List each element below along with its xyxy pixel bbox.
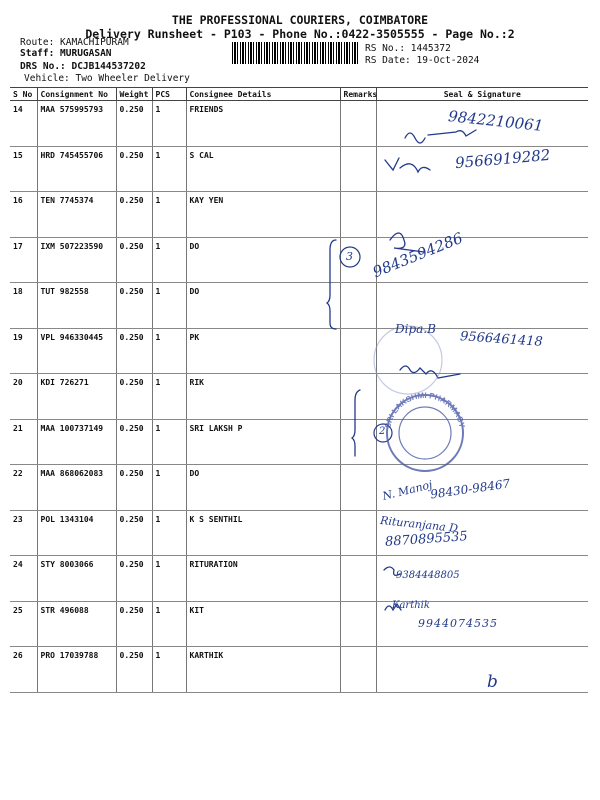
weight: 0.250 — [116, 146, 152, 192]
signature-scribble — [405, 130, 476, 143]
consignment-no: MAA 100737149 — [37, 419, 116, 465]
route-label: Route: KAMACHIPURAM — [20, 37, 129, 48]
consignment-no: STY 8003066 — [37, 556, 116, 602]
sno: 21 — [10, 419, 37, 465]
weight: 0.250 — [116, 601, 152, 647]
handwritten-phone: 9384448805 — [396, 570, 460, 581]
page-subtitle: Delivery Runsheet - P103 - Phone No.:0422-3505555 - Page No.:2 — [85, 27, 515, 41]
pcs: 1 — [152, 601, 186, 647]
handwritten-name: Dipa.B — [395, 322, 436, 336]
pcs: 1 — [152, 283, 186, 329]
consignee: FRIENDS — [186, 101, 340, 147]
pcs: 1 — [152, 237, 186, 283]
handwritten-name: N. Manoj — [381, 478, 434, 503]
drs-number: DRS No.: DCJB144537202 — [20, 61, 146, 72]
sno: 18 — [10, 283, 37, 329]
sno: 22 — [10, 465, 37, 511]
rs-date: RS Date: 19-Oct-2024 — [365, 55, 480, 66]
svg-text:SRI LAKSHMI PHARMACY — [383, 391, 466, 429]
sno: 26 — [10, 647, 37, 693]
consignment-no: VPL 946330445 — [37, 328, 116, 374]
pcs: 1 — [152, 146, 186, 192]
handwritten-phone: 9842210061 — [447, 107, 545, 135]
weight: 0.250 — [116, 419, 152, 465]
bracket-mark — [352, 390, 360, 456]
rs-number: RS No.: 1445372 — [365, 43, 451, 54]
weight: 0.250 — [116, 328, 152, 374]
sno: 20 — [10, 374, 37, 420]
handwritten-phone: 9566461418 — [459, 329, 544, 350]
handwritten-name: Karthik — [392, 600, 430, 611]
col-sno: S No — [10, 88, 37, 101]
consignee: DO — [186, 465, 340, 511]
consignee: KARTHIK — [186, 647, 340, 693]
pcs: 1 — [152, 510, 186, 556]
weight: 0.250 — [116, 647, 152, 693]
pcs: 1 — [152, 374, 186, 420]
handwritten-phone: 9944074535 — [418, 617, 498, 630]
consignee: DO — [186, 283, 340, 329]
consignee: PK — [186, 328, 340, 374]
handwritten-name: Rituranjana D — [379, 513, 459, 536]
consignment-no: STR 496088 — [37, 601, 116, 647]
consignee: KIT — [186, 601, 340, 647]
sno: 15 — [10, 146, 37, 192]
handwritten-phone: 98430-98467 — [429, 476, 511, 502]
pcs: 1 — [152, 101, 186, 147]
consignment-no: PRO 17039788 — [37, 647, 116, 693]
sno: 16 — [10, 192, 37, 238]
col-remarks: Remarks — [340, 88, 376, 101]
pcs: 1 — [152, 192, 186, 238]
faint-stamp — [374, 326, 442, 394]
consignee: K S SENTHIL — [186, 510, 340, 556]
weight: 0.250 — [116, 510, 152, 556]
weight: 0.250 — [116, 374, 152, 420]
sno: 19 — [10, 328, 37, 374]
weight: 0.250 — [116, 465, 152, 511]
pcs: 1 — [152, 328, 186, 374]
page-mark: b — [487, 672, 498, 692]
consignee: DO — [186, 237, 340, 283]
weight: 0.250 — [116, 283, 152, 329]
col-signature: Seal & Signature — [376, 88, 588, 101]
weight: 0.250 — [116, 101, 152, 147]
col-consignee: Consignee Details — [186, 88, 340, 101]
pcs: 1 — [152, 556, 186, 602]
sno: 14 — [10, 101, 37, 147]
vehicle-label: Vehicle: Two Wheeler Delivery — [24, 73, 190, 84]
consignee: RITURATION — [186, 556, 340, 602]
pharmacy-stamp — [383, 391, 466, 471]
consignment-no: POL 1343104 — [37, 510, 116, 556]
weight: 0.250 — [116, 556, 152, 602]
col-weight: Weight — [116, 88, 152, 101]
sno: 24 — [10, 556, 37, 602]
col-consignment: Consignment No — [37, 88, 116, 101]
consignee: KAY YEN — [186, 192, 340, 238]
pcs: 1 — [152, 419, 186, 465]
handwritten-phone: 9566919282 — [454, 145, 552, 173]
consignment-no: KDI 726271 — [37, 374, 116, 420]
signature-scribble — [385, 158, 430, 172]
consignment-no: HRD 745455706 — [37, 146, 116, 192]
weight: 0.250 — [116, 192, 152, 238]
sno: 23 — [10, 510, 37, 556]
stamp-text: SRI LAKSHMI PHARMACY — [383, 390, 467, 430]
sno: 25 — [10, 601, 37, 647]
circle-number: 2 — [379, 426, 386, 437]
consignment-no: TUT 982558 — [37, 283, 116, 329]
consignee: S CAL — [186, 146, 340, 192]
staff-label: Staff: MURUGASAN — [20, 48, 112, 59]
weight: 0.250 — [116, 237, 152, 283]
consignment-no: TEN 7745374 — [37, 192, 116, 238]
consignee: SRI LAKSH P — [186, 419, 340, 465]
signature-scribble — [400, 366, 460, 378]
sno: 17 — [10, 237, 37, 283]
handwritten-phone: 9843594286 — [370, 228, 466, 282]
consignment-no: IXM 507223590 — [37, 237, 116, 283]
consignment-no: MAA 868062083 — [37, 465, 116, 511]
page-title: THE PROFESSIONAL COURIERS, COIMBATORE — [171, 13, 429, 27]
col-pcs: PCS — [152, 88, 186, 101]
consignee: RIK — [186, 374, 340, 420]
pcs: 1 — [152, 465, 186, 511]
consignment-no: MAA 575995793 — [37, 101, 116, 147]
handwritten-phone: 8870895535 — [384, 529, 469, 550]
bracket-mark — [327, 240, 336, 329]
circle-number: 3 — [346, 250, 353, 263]
pcs: 1 — [152, 647, 186, 693]
